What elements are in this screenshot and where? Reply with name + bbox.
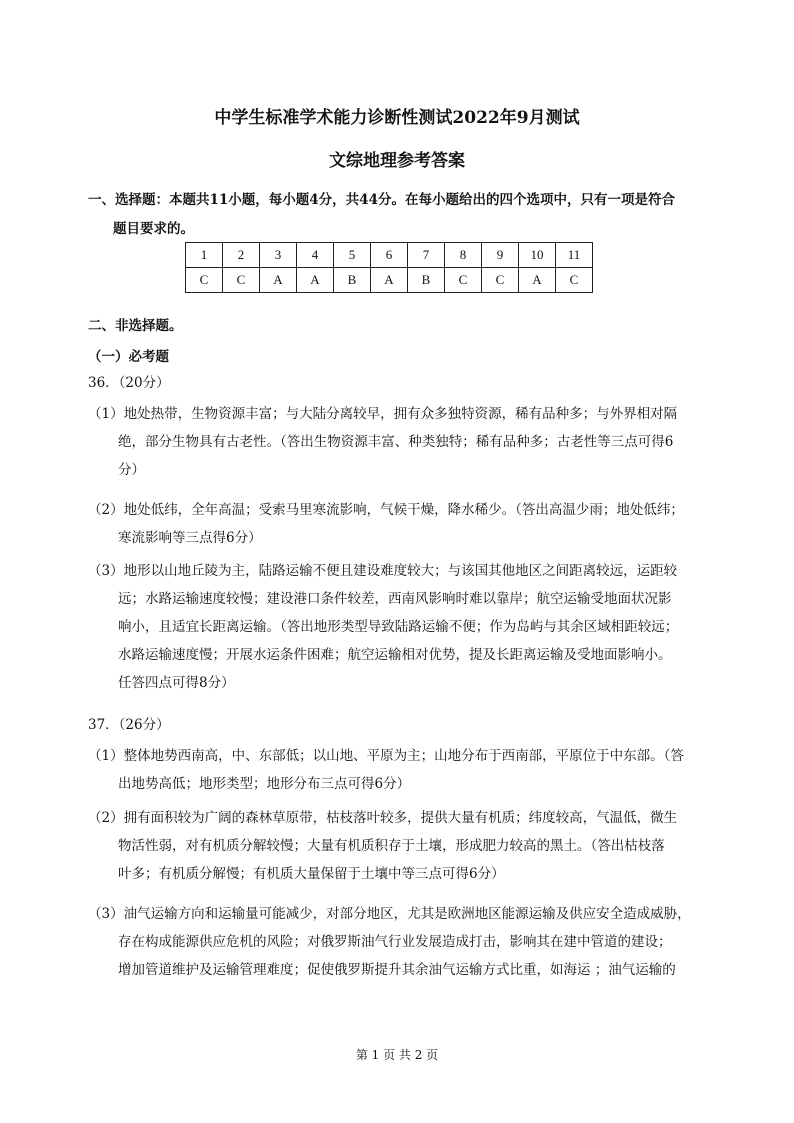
question-number-cell: 8	[445, 243, 482, 268]
answer-cell: C	[482, 268, 519, 293]
answer-line: 分）	[118, 462, 145, 478]
q36-answer-2	[88, 496, 718, 552]
q37-answer-3	[88, 900, 718, 984]
question-number-cell: 4	[297, 243, 334, 268]
answer-line: 存在构成能源供应危机的风险；对俄罗斯油气行业发展造成打击，影响其在建中管道的建设；	[118, 934, 672, 950]
section1-heading-line1: 一、选择题：本题共11小题，每小题4分，共44分。在每小题给出的四个选项中，只有一项是符合	[88, 192, 675, 208]
answer-line: （2）拥有面积较为广阔的森林草原带，枯枝落叶较多，提供大量有机质；纬度较高，气温低，微生	[88, 810, 678, 826]
question-number-cell: 7	[408, 243, 445, 268]
answer-line: 水路运输速度慢；开展水运条件困难；航空运输相对优势，提及长距离运输及受地面影响小。	[118, 647, 672, 663]
answer-line: （1）地处热带，生物资源丰富；与大陆分离较早，拥有众多独特资源，稀有品种多；与外界相对隔	[88, 406, 678, 422]
answer-line: 寒流影响等三点得6分）	[118, 530, 262, 546]
section1-heading-line2: 题目要求的。	[113, 221, 194, 237]
question-number-cell: 2	[223, 243, 260, 268]
answer-cell: C	[445, 268, 482, 293]
answer-cell: A	[519, 268, 556, 293]
section2-heading: 二、非选择题。	[88, 318, 183, 334]
answer-cell: B	[334, 268, 371, 293]
answer-cell: B	[408, 268, 445, 293]
answer-cell: A	[371, 268, 408, 293]
answer-line: 响小，且适宜长距离运输。（答出地形类型导致陆路运输不便；作为岛屿与其余区域相距较远；	[118, 619, 679, 635]
answer-line: （3）地形以山地丘陵为主，陆路运输不便且建设难度较大；与该国其他地区之间距离较远，运距较	[88, 563, 678, 579]
answer-table-answer-row	[186, 268, 593, 293]
q36-answer-1	[88, 400, 718, 484]
q37-answer-1	[88, 742, 718, 798]
answer-cell: C	[223, 268, 260, 293]
question-number-cell: 11	[556, 243, 593, 268]
answer-line: （3）油气运输方向和运输量可能减少，对部分地区，尤其是欧洲地区能源运输及供应安全造成威胁，	[88, 906, 691, 922]
page-footer: 第 1 页 共 2 页	[355, 1048, 439, 1062]
answer-table	[185, 242, 593, 293]
answer-line: （2）地处低纬，全年高温；受索马里寒流影响，气候干燥，降水稀少。（答出高温少雨；地处低纬；	[88, 502, 684, 518]
answer-line: 绝，部分生物具有古老性。（答出生物资源丰富、种类独特；稀有品种多；古老性等三点可得6	[118, 434, 674, 450]
answer-line: 任答四点可得8分）	[118, 675, 235, 691]
question-number-cell: 1	[186, 243, 223, 268]
answer-line: 出地势高低；地形类型；地形分布三点可得6分）	[118, 776, 411, 792]
answer-line: 远；水路运输速度较慢；建设港口条件较差，西南风影响时难以靠岸；航空运输受地面状况影	[118, 591, 672, 607]
answer-line: 增加管道维护及运输管理难度；促使俄罗斯提升其余油气运输方式比重，如海运 ；油气运输的	[118, 962, 676, 978]
answer-table-number-row	[186, 243, 593, 268]
q37-label: 37．（26分）	[88, 717, 170, 733]
question-number-cell: 10	[519, 243, 556, 268]
question-number-cell: 5	[334, 243, 371, 268]
q37-answer-2	[88, 804, 718, 888]
question-number-cell: 6	[371, 243, 408, 268]
q36-label: 36．（20分）	[88, 375, 170, 391]
answer-line: 叶多；有机质分解慢；有机质大量保留于土壤中等三点可得6分）	[118, 866, 505, 882]
answer-cell: A	[297, 268, 334, 293]
answer-line: 物活性弱，对有机质分解较慢；大量有机质积存于土壤，形成肥力较高的黑土。（答出枯枝落	[118, 838, 665, 854]
answer-cell: C	[556, 268, 593, 293]
answer-line: （1）整体地势西南高，中、东部低；以山地、平原为主；山地分布于西南部，平原位于中东部。（答	[88, 748, 684, 764]
question-number-cell: 9	[482, 243, 519, 268]
answer-cell: A	[260, 268, 297, 293]
section2-subheading: （一）必考题	[88, 349, 169, 365]
answer-cell: C	[186, 268, 223, 293]
page-title: 中学生标准学术能力诊断性测试2022年9月测试	[214, 108, 580, 128]
question-number-cell: 3	[260, 243, 297, 268]
q36-answer-3	[88, 557, 718, 697]
page-subtitle: 文综地理参考答案	[329, 151, 465, 171]
